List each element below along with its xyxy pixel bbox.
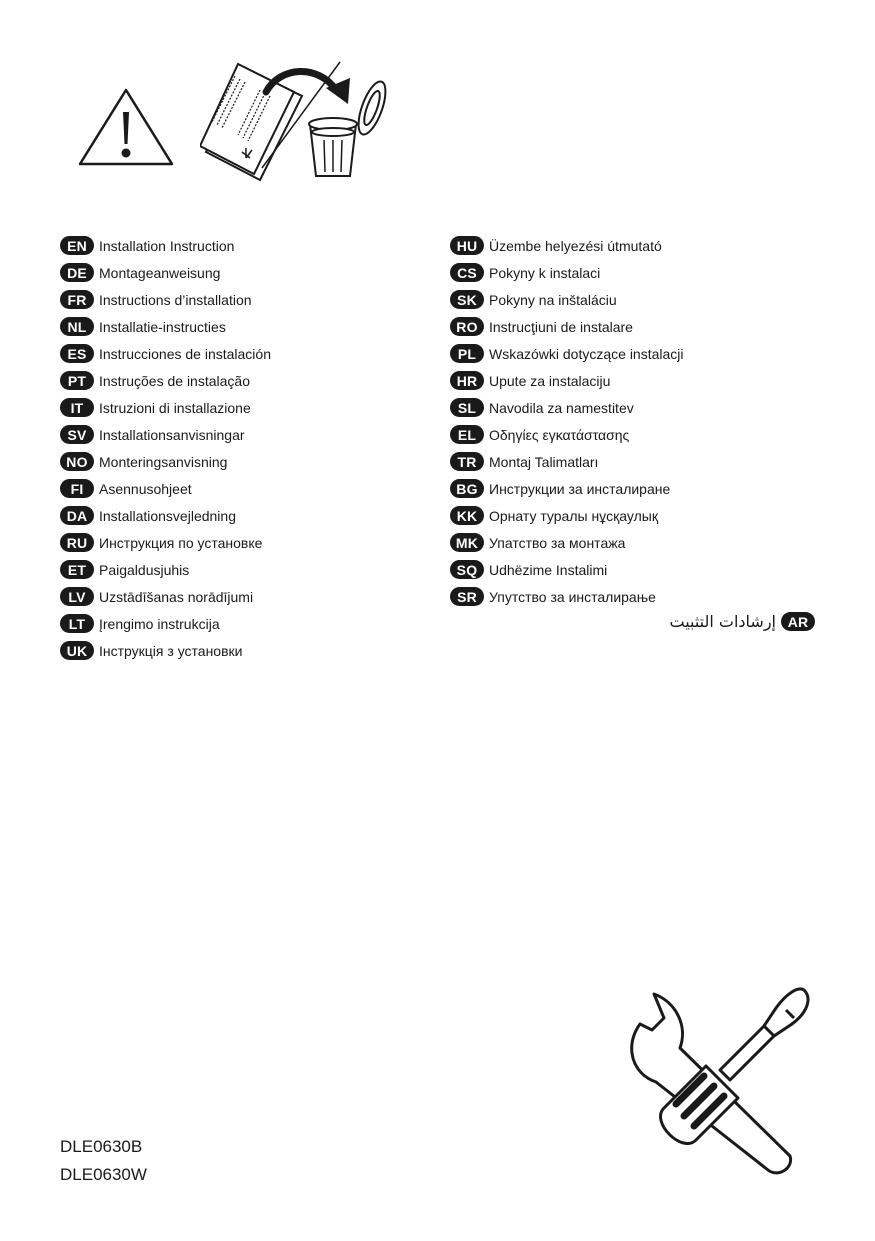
- language-title: Paigaldusjuhis: [99, 561, 190, 578]
- language-item-ar: [669, 608, 815, 635]
- language-title: Asennusohjeet: [99, 480, 192, 497]
- language-code-badge: TR: [450, 452, 484, 471]
- language-code-badge: ET: [60, 560, 94, 579]
- language-code-badge: PT: [60, 371, 94, 390]
- language-title: Įrengimo instrukcija: [99, 615, 220, 632]
- language-item-cs: [450, 259, 684, 286]
- language-title: Istruzioni di installazione: [99, 399, 251, 416]
- language-item-et: [60, 556, 271, 583]
- language-item-uk: [60, 637, 271, 664]
- language-title: Упатство за монтажа: [489, 534, 626, 551]
- language-code-badge: LV: [60, 587, 94, 606]
- language-item-hr: [450, 367, 684, 394]
- language-code-badge: HU: [450, 236, 484, 255]
- language-code-badge: AR: [781, 612, 815, 631]
- language-item-no: [60, 448, 271, 475]
- language-item-nl: [60, 313, 271, 340]
- language-item-pt: [60, 367, 271, 394]
- language-title: Інструкція з установки: [99, 642, 243, 659]
- language-code-badge: HR: [450, 371, 484, 390]
- model-number: DLE0630B: [60, 1137, 143, 1156]
- language-title: Montageanweisung: [99, 264, 221, 281]
- language-item-en: [60, 232, 271, 259]
- language-title: Üzembe helyezési útmutató: [489, 237, 662, 254]
- language-list-right: [450, 232, 684, 610]
- language-code-badge: CS: [450, 263, 484, 282]
- language-title: Installation Instruction: [99, 237, 235, 254]
- language-item-fr: [60, 286, 271, 313]
- language-code-badge: DA: [60, 506, 94, 525]
- language-title: Pokyny na inštaláciu: [489, 291, 617, 308]
- language-title: Navodila za namestitev: [489, 399, 634, 416]
- language-code-badge: EL: [450, 425, 484, 444]
- language-title: Montaj Talimatları: [489, 453, 599, 470]
- language-code-badge: NO: [60, 452, 94, 471]
- language-code-badge: ES: [60, 344, 94, 363]
- language-item-ru: [60, 529, 271, 556]
- language-title: Monteringsanvisning: [99, 453, 228, 470]
- language-item-es: [60, 340, 271, 367]
- language-title: Инструкция по установке: [99, 534, 263, 551]
- language-code-badge: FI: [60, 479, 94, 498]
- language-code-badge: RO: [450, 317, 484, 336]
- warning-triangle-icon: [76, 86, 176, 168]
- language-code-badge: PL: [450, 344, 484, 363]
- discard-manual-icon: [200, 52, 390, 188]
- language-code-badge: SL: [450, 398, 484, 417]
- language-code-badge: BG: [450, 479, 484, 498]
- language-list-left: [60, 232, 271, 664]
- language-code-badge: IT: [60, 398, 94, 417]
- language-title: Орнату туралы нұсқаулық: [489, 507, 658, 524]
- language-title: Упутство за инсталирање: [489, 588, 656, 605]
- language-title: Instrucciones de instalación: [99, 345, 271, 362]
- language-title: Installatie-instructies: [99, 318, 226, 335]
- language-item-sv: [60, 421, 271, 448]
- language-title: Installationsvejledning: [99, 507, 236, 524]
- language-code-badge: NL: [60, 317, 94, 336]
- language-code-badge: SR: [450, 587, 484, 606]
- language-code-badge: EN: [60, 236, 94, 255]
- language-item-sl: [450, 394, 684, 421]
- language-item-da: [60, 502, 271, 529]
- language-code-badge: DE: [60, 263, 94, 282]
- language-item-kk: [450, 502, 684, 529]
- language-item-tr: [450, 448, 684, 475]
- language-item-mk: [450, 529, 684, 556]
- language-title: Upute za instalaciju: [489, 372, 611, 389]
- language-item-ro: [450, 313, 684, 340]
- language-item-el: [450, 421, 684, 448]
- language-code-badge: RU: [60, 533, 94, 552]
- language-title: Wskazówki dotyczące instalacji: [489, 345, 684, 362]
- language-title: إرشادات التثبيت: [669, 612, 776, 631]
- language-code-badge: SK: [450, 290, 484, 309]
- language-item-sr: [450, 583, 684, 610]
- language-code-badge: KK: [450, 506, 484, 525]
- language-item-hu: [450, 232, 684, 259]
- language-title: Инструкции за инсталиране: [489, 480, 671, 497]
- language-code-badge: MK: [450, 533, 484, 552]
- language-code-badge: LT: [60, 614, 94, 633]
- language-title: Instruções de instalação: [99, 372, 250, 389]
- language-item-fi: [60, 475, 271, 502]
- language-item-sq: [450, 556, 684, 583]
- language-code-badge: UK: [60, 641, 94, 660]
- language-title: Pokyny k instalaci: [489, 264, 601, 281]
- language-title: Οδηγίες εγκατάστασης: [489, 426, 630, 443]
- language-item-it: [60, 394, 271, 421]
- language-item-pl: [450, 340, 684, 367]
- wrench-screwdriver-icon: [618, 984, 818, 1184]
- language-item-lv: [60, 583, 271, 610]
- language-item-de: [60, 259, 271, 286]
- language-title: Uzstādīšanas norādījumi: [99, 588, 254, 605]
- language-title: Udhëzime Instalimi: [489, 561, 608, 578]
- language-title: Instrucţiuni de instalare: [489, 318, 633, 335]
- language-code-badge: FR: [60, 290, 94, 309]
- language-item-sk: [450, 286, 684, 313]
- model-number: DLE0630W: [60, 1165, 147, 1184]
- language-code-badge: SV: [60, 425, 94, 444]
- language-item-bg: [450, 475, 684, 502]
- language-code-badge: SQ: [450, 560, 484, 579]
- language-title: Installationsanvisningar: [99, 426, 245, 443]
- language-item-lt: [60, 610, 271, 637]
- language-title: Instructions d’installation: [99, 291, 252, 308]
